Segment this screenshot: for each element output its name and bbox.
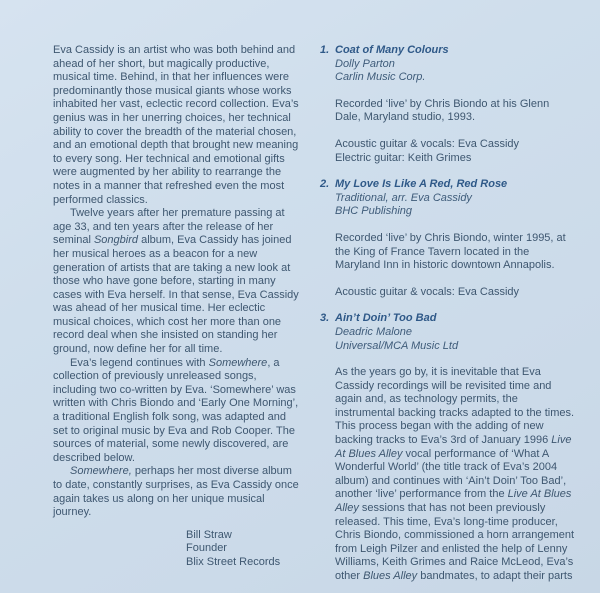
track-title: Coat of Many Colours bbox=[335, 44, 449, 56]
track-publisher: BHC Publishing bbox=[335, 205, 413, 218]
track-writer: Deadric Malone bbox=[335, 325, 413, 338]
track-credits bbox=[335, 192, 576, 219]
track-number: 2. bbox=[320, 178, 330, 191]
signature-company: Blix Street Records bbox=[186, 555, 281, 568]
bio-paragraph-1: Eva Cassidy is an artist who was both behind and ahead of her short, but magically productive, musical time. Behind, in that her influences were predominantly those musical giants whose works inhabited her vast, eclectic record collection. Eva’s genius was in her unerring choices, her technical ability to cover the breadth of the material chosen, and an emotional depth that brought new meaning to every song. Her technical and emotional gifts were augmented by her ability to rearrange the notes in a manner that refreshed even the most performed classics. bbox=[53, 44, 299, 206]
track-heading bbox=[320, 312, 576, 326]
track-heading bbox=[320, 44, 576, 58]
track-entry-2 bbox=[320, 178, 576, 299]
bio-paragraph-4: Somewhere, perhaps her most diverse album to date, constantly surprises, as Eva Cassidy once again takes us along on her unique musical journey. bbox=[53, 465, 299, 519]
biography-column bbox=[53, 44, 299, 593]
signature-role: Founder bbox=[186, 542, 227, 555]
track-title: Ain’t Doin’ Too Bad bbox=[335, 312, 437, 325]
track-publisher: Universal/MCA Music Ltd bbox=[335, 339, 459, 352]
track-credits bbox=[335, 58, 576, 85]
personnel-line: Acoustic guitar & vocals: Eva Cassidy bbox=[335, 137, 520, 150]
personnel-line: Electric guitar: Keith Grimes bbox=[335, 151, 472, 164]
track-title: My Love Is Like A Red, Red Rose bbox=[335, 178, 508, 191]
track-heading bbox=[320, 178, 576, 192]
bio-paragraph-3: Eva’s legend continues with Somewhere, a collection of previously unreleased songs, including two co-written by Eva. ‘Somewhere’ was written with Chris Biondo and ‘Early One Morning’, a traditional English folk song, was adapted and set to original music by Eva and Rob Cooper. The sources of material, some newly discovered, are described below. bbox=[53, 356, 299, 464]
signature-block bbox=[186, 529, 299, 570]
track-notes: Recorded ‘live’ by Chris Biondo, winter 1995, at the King of France Tavern located in the Maryland Inn in historic downtown Annapolis. bbox=[335, 231, 566, 272]
track-personnel bbox=[335, 286, 576, 300]
track-number: 3. bbox=[320, 312, 330, 325]
track-writer: Dolly Parton bbox=[335, 57, 395, 70]
track-writer: Traditional, arr. Eva Cassidy bbox=[335, 191, 472, 204]
track-number: 1. bbox=[320, 44, 330, 56]
track-entry-1 bbox=[320, 44, 576, 165]
track-notes-column bbox=[320, 44, 576, 593]
bio-paragraph-2: Twelve years after her premature passing at age 33, and ten years after the release of her seminal Songbird album, Eva Cassidy has joined her musical heroes as a beacon for a new generation of artists that are taking a new look at those who have gone before, starting in many cases with Eva herself. In that sense, Eva Cassidy was ahead of her musical time. Her eclectic musical choices, which cost her more than one record deal when she insisted on standing her ground, now define her for all time. bbox=[53, 207, 299, 356]
track-personnel bbox=[335, 138, 576, 165]
personnel-line: Acoustic guitar & vocals: Eva Cassidy bbox=[335, 285, 520, 298]
track-notes: As the years go by, it is inevitable that Eva Cassidy recordings will be revisited time and again and, as technology permits, the instrumental backing tracks adapted to the times. This process began with the adding of new backing tracks to Eva’s 3rd of January 1996 Live At Blues Alley vocal performance of ‘What A Wonderful World’ (the title track of Eva’s 2004 album) and continues with ‘Ain’t Doin’ Too Bad’, another ‘live’ performance from the Live At Blues Alley sessions that has not been previously released. This time, Eva’s long-time producer, Chris Biondo, commissioned a horn arrangement from Leigh Pilzer and enlisted the help of Lenny Williams, Keith Grimes and Raice McLeod, Eva’s other Blues Alley bandmates, to adapt their parts bbox=[335, 366, 575, 582]
track-notes: Recorded ‘live’ by Chris Biondo at his Glenn Dale, Maryland studio, 1993. bbox=[335, 97, 550, 124]
track-entry-3 bbox=[320, 312, 576, 583]
signature-name: Bill Straw bbox=[186, 528, 232, 541]
track-credits bbox=[335, 326, 576, 353]
track-publisher: Carlin Music Corp. bbox=[335, 71, 426, 84]
